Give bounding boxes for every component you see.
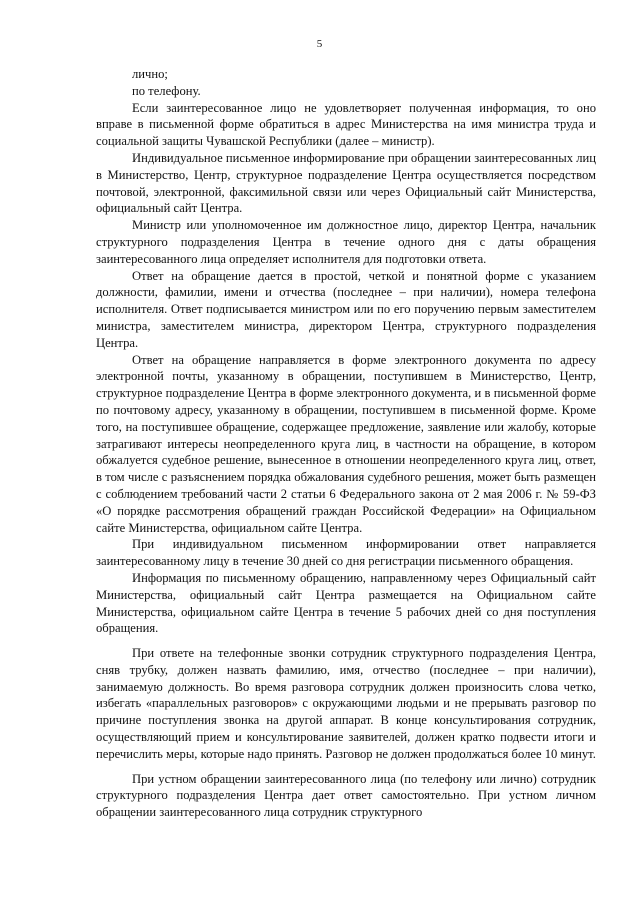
paragraph: При ответе на телефонные звонки сотрудник структурного подразделения Центра, сняв трубку, должен назвать фамилию, имя, отчество (последнее – при наличии), занимаемую должность. Во время разговора сотрудник должен произносить слова четко, избегать «параллельных разговоров» с окружающими людьми и не прерывать разговор по причине поступления звонка на другой аппарат. В конце консультирования сотрудник, осуществляющий прием и консультирование заявителей, должен кратко подвести итоги и перечислить меры, которые надо принять. Разговор не должен продолжаться более 10 минут. <box>96 646 596 761</box>
paragraph: лично; <box>132 67 168 81</box>
paragraph: Индивидуальное письменное информирование при обращении заинтересованных лиц в Министерство, Центр, структурное подразделение Центра осуществляется посредством почтовой, электронной, факсимильной связи или через Официальный сайт Министерства, официальный сайт Центра. <box>96 150 596 216</box>
paragraph: Ответ на обращение дается в простой, четкой и понятной форме с указанием должности, фамилии, имени и отчества (последнее – при наличии), номера телефона исполнителя. Ответ подписывается министром или по его поручению первым заместителем министра, заместителем министра, директором Центра, структурного подразделения Центра. <box>96 268 596 350</box>
paragraph: по телефону. <box>132 83 201 98</box>
paragraph: При индивидуальном письменном информировании ответ направляется заинтересованному лицу в течение 30 дней со дня регистрации письменного обращения. <box>96 537 596 569</box>
paragraph: Министр или уполномоченное им должностное лицо, директор Центра, начальник структурного подразделения Центра в течение одного дня с даты обращения заинтересованного лица определяет исполнителя для подготовки ответа. <box>96 218 596 266</box>
paragraph: Если заинтересованное лицо не удовлетворяет полученная информация, то оно вправе в письменной форме обратиться в адрес Министерства на имя министра труда и социальной защиты Чувашской Республики (далее – министр). <box>96 100 596 149</box>
paragraph: Ответ на обращение направляется в форме электронного документа по адресу электронной почты, указанному в обращении, поступившем в Министерство, Центр, структурное подразделение Центра в форме электронного документа, и в письменной форме по почтовому адресу, указанному в обращении, поступившем в письменной форме. Кроме того, на поступившее обращение, содержащее предложение, заявление или жалобу, которые затрагивают интересы неопределенного круга лиц, в частности на обращение, в котором обжалуется судебное решение, вынесенное в отношении неопределенного круга лиц, ответ, в том числе с разъяснением порядка обжалования судебного решения, может быть размещен с соблюдением требований части 2 статьи 6 Федерального закона от 2 мая 2006 г. № 59-ФЗ «О порядке рассмотрения обращений граждан Российской Федерации» на Официальном сайте Министерства, официальном сайте Центра. <box>96 352 596 535</box>
document-body <box>96 66 596 821</box>
page-number: 5 <box>316 38 323 50</box>
paragraph: Информация по письменному обращению, направленному через Официальный сайт Министерства, официальный сайт Центра размещается на Официальном сайте Министерства, официальном сайте Центра в течение 5 рабочих дней со дня поступления обращения. <box>96 570 596 636</box>
paragraph: При устном обращении заинтересованного лица (по телефону или лично) сотрудник структурного подразделения Центра дает ответ самостоятельно. При устном личном обращении заинтересованного лица сотрудник структурного <box>96 771 596 820</box>
